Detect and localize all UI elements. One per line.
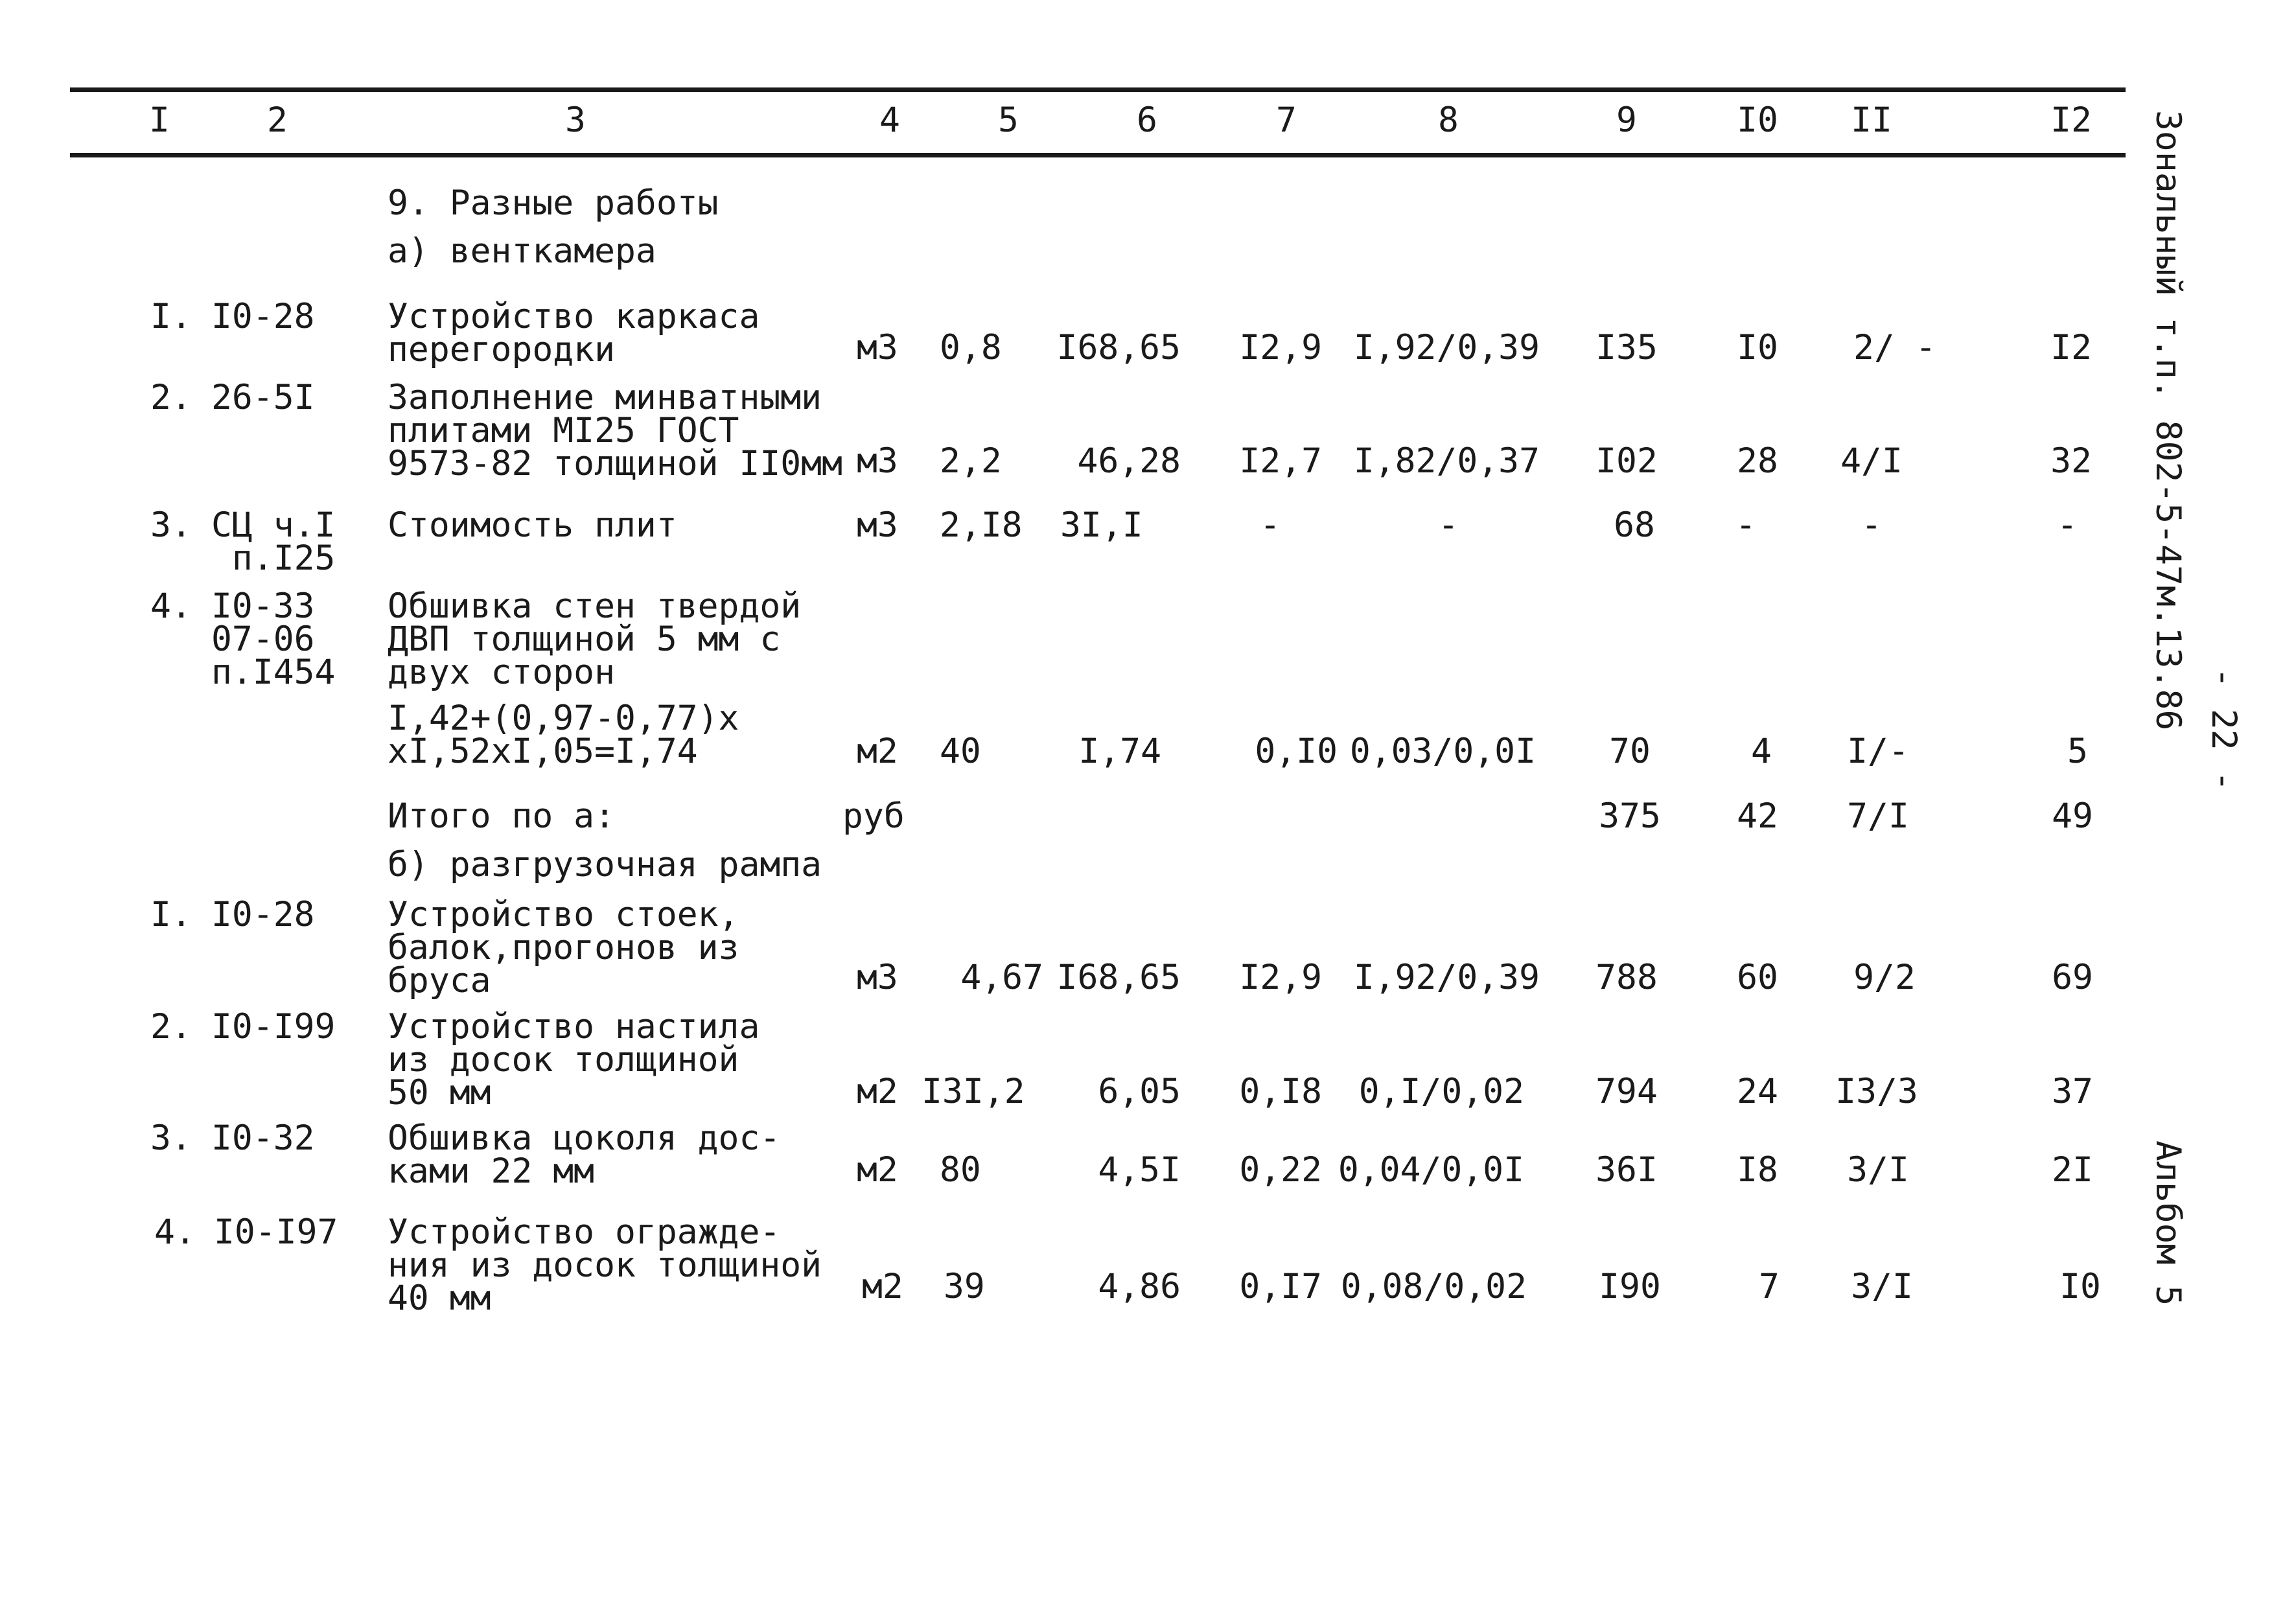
row-b2-c11: I3/3 [1835,1072,1918,1111]
row-b3-num: 3. [150,1118,192,1158]
row-b2-c12: 37 [2052,1072,2093,1111]
row-b3-unit: м2 [857,1150,898,1190]
row-b4-c10: 7 [1759,1267,1780,1306]
row-a3-c10: - [1735,505,1756,545]
row-a1-c12: I2 [2050,328,2092,367]
row-a3-c9: 68 [1614,505,1655,545]
row-b2-c10: 24 [1737,1072,1778,1111]
col-header-4: 4 [879,100,900,140]
col-header-9: 9 [1616,100,1637,140]
total-a-c10: 42 [1737,796,1778,836]
row-b2-desc: Устройство настила из досок толщиной 50 мм [388,1007,760,1113]
row-b2-unit: м2 [857,1072,898,1111]
col-header-12: I2 [2050,100,2092,140]
row-a1-c7: I2,9 [1239,328,1322,367]
row-a2-c10: 28 [1737,441,1778,481]
row-a4-unit: м2 [857,732,898,771]
row-b3-c12: 2I [2052,1150,2093,1190]
row-a4-c11: I/- [1847,732,1909,771]
row-b2-qty: I3I,2 [922,1072,1025,1111]
document-code-vertical: Зональный т.п. 802-5-47м.13.86 [2148,110,2188,731]
row-a3-c12: - [2057,505,2078,545]
col-header-10: I0 [1737,100,1778,140]
row-a4-c7: 0,I0 [1255,732,1338,771]
row-a1-desc: Устройство каркаса перегородки [388,297,760,369]
row-a4-c8: 0,03/0,0I [1349,732,1536,771]
col-header-5: 5 [998,100,1019,140]
row-a1-unit: м3 [857,328,898,367]
row-b1-c8: I,92/0,39 [1353,958,1540,997]
row-a1-c9: I35 [1595,328,1658,367]
row-a4-c12: 5 [2067,732,2088,771]
row-a3-c11: - [1861,505,1882,545]
row-a1-price: I68,65 [1056,328,1181,367]
row-b3-price: 4,5I [1098,1150,1181,1190]
row-a1-c8: I,92/0,39 [1353,328,1540,367]
row-a3-qty: 2,I8 [940,505,1023,545]
col-header-7: 7 [1276,100,1297,140]
row-a2-c8: I,82/0,37 [1353,441,1540,481]
row-a3-desc: Стоимость плит [388,505,677,545]
col-header-2: 2 [267,100,288,140]
row-b2-price: 6,05 [1098,1072,1181,1111]
row-a1-qty: 0,8 [940,328,1002,367]
row-b4-c7: 0,I7 [1239,1267,1322,1306]
row-b1-c11: 9/2 [1853,958,1916,997]
row-a4-price: I,74 [1078,732,1161,771]
row-a3-unit: м3 [857,505,898,545]
row-b2-c8: 0,I/0,02 [1358,1072,1524,1111]
row-b1-qty: 4,67 [960,958,1043,997]
album-label-vertical: Альбом 5 [2148,1140,2188,1306]
row-b4-num: 4. [154,1212,196,1252]
header-rule [70,153,2126,157]
row-a4-desc: Обшивка стен твердой ДВП толщиной 5 мм с двух сторон [388,586,802,692]
row-a1-c11: 2/ - [1853,328,1936,367]
row-b3-c7: 0,22 [1239,1150,1322,1190]
col-header-6: 6 [1137,100,1157,140]
row-a2-code: 26-5I [211,378,315,417]
row-a2-c7: I2,7 [1239,441,1322,481]
col-header-3: 3 [565,100,586,140]
row-a4-c9: 70 [1609,732,1651,771]
row-b4-c12: I0 [2059,1267,2101,1306]
row-b3-c11: 3/I [1847,1150,1909,1190]
row-b2-c7: 0,I8 [1239,1072,1322,1111]
row-b4-price: 4,86 [1098,1267,1181,1306]
row-b1-c9: 788 [1595,958,1658,997]
row-b2-num: 2. [150,1007,192,1046]
total-a-label: Итого по а: [388,796,615,836]
row-b1-num: I. [150,895,192,934]
total-a-c11: 7/I [1847,796,1909,836]
total-a-c9: 375 [1599,796,1661,836]
row-b1-unit: м3 [857,958,898,997]
row-b3-c9: 36I [1595,1150,1658,1190]
row-b2-code: I0-I99 [211,1007,336,1046]
row-a2-c12: 32 [2050,441,2092,481]
row-a2-qty: 2,2 [940,441,1002,481]
row-a2-num: 2. [150,378,192,417]
row-b3-c8: 0,04/0,0I [1338,1150,1524,1190]
row-a2-desc: Заполнение минватными плитами МI25 ГОСТ 9573-82 толщиной II0мм [388,378,842,483]
row-a3-code: СЦ ч.I п.I25 [211,505,336,578]
row-a1-c10: I0 [1737,328,1778,367]
row-b2-c9: 794 [1595,1072,1658,1111]
top-rule [70,87,2126,92]
row-a2-price: 46,28 [1077,441,1181,481]
row-a3-price: 3I,I [1060,505,1143,545]
row-a1-code: I0-28 [211,297,315,336]
row-a4-num: 4. [150,586,192,626]
row-b4-c11: 3/I [1851,1267,1913,1306]
row-b1-price: I68,65 [1056,958,1181,997]
subsection-b-title: б) разгрузочная рампа [388,845,822,884]
row-a1-num: I. [150,297,192,336]
row-b4-c8: 0,08/0,02 [1340,1267,1527,1306]
row-b1-c12: 69 [2052,958,2093,997]
total-a-c12: 49 [2052,796,2093,836]
row-a2-c11: 4/I [1840,441,1903,481]
col-header-1: I [149,100,170,140]
row-b4-desc: Устройство огражде- ния из досок толщиной 40 мм [388,1212,822,1318]
page-number-vertical: - 22 - [2204,667,2244,792]
row-a4-code: I0-33 07-06 п.I454 [211,586,336,692]
row-b3-desc: Обшивка цоколя дос- ками 22 мм [388,1118,781,1191]
row-a4-c10: 4 [1751,732,1772,771]
row-b3-c10: I8 [1737,1150,1778,1190]
row-a2-unit: м3 [857,441,898,481]
row-b3-qty: 80 [940,1150,981,1190]
row-b1-c7: I2,9 [1239,958,1322,997]
row-a4-qty: 40 [940,732,981,771]
col-header-11: II [1851,100,1892,140]
row-b1-desc: Устройство стоек, балок,прогонов из бруса [388,895,739,1000]
row-a3-num: 3. [150,505,192,545]
row-b1-c10: 60 [1737,958,1778,997]
row-a3-c8: - [1438,505,1459,545]
subsection-a-title: а) венткамера [388,231,656,271]
row-a3-c7: - [1260,505,1281,545]
row-b4-qty: 39 [944,1267,985,1306]
row-a2-c9: I02 [1595,441,1658,481]
row-b1-code: I0-28 [211,895,315,934]
row-b4-code: I0-I97 [214,1212,338,1252]
section-title: 9. Разные работы [388,183,719,223]
col-header-8: 8 [1438,100,1459,140]
row-b3-code: I0-32 [211,1118,315,1158]
row-b4-c9: I90 [1599,1267,1661,1306]
row-a4-formula: I,42+(0,97-0,77)x xI,52xI,05=I,74 [388,699,739,771]
total-a-unit: руб [842,796,905,836]
row-b4-unit: м2 [862,1267,903,1306]
